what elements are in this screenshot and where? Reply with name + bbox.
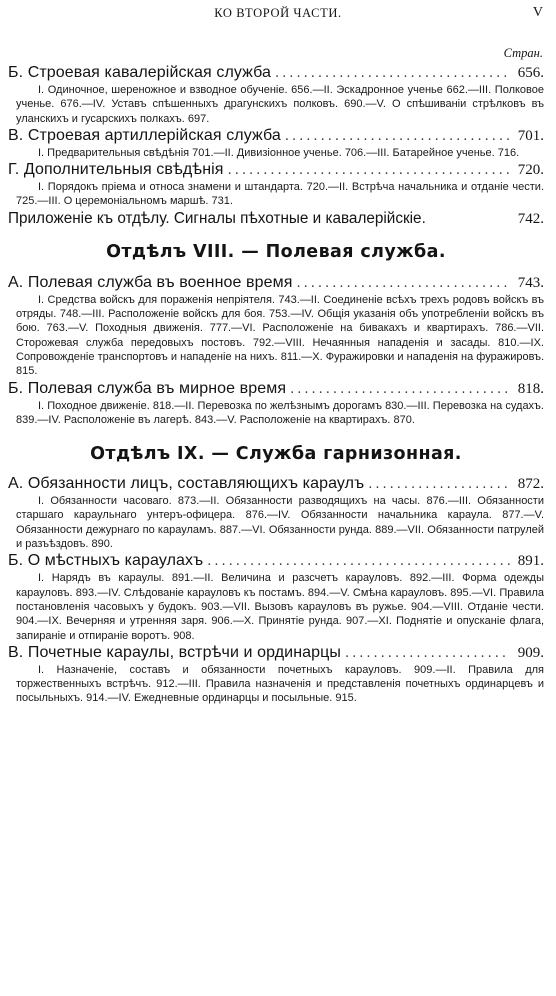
toc-entry-subsections: I. Обязанности часоваго. 873.—II. Обязанности разводящихъ на часы. 876.—III. Обязанности старшаго караульнаго унтеръ-офицера. 876.—IV. Обязанности начальника караула. 877.—V. Обязанности дежурнаго по карауламъ. 887.—VI. Обязанности рунда. 889.—VII. Обязанности патрулей и разъѣздовъ. 890. (16, 495, 544, 551)
running-title: КО ВТОРОЙ ЧАСТИ. (214, 6, 342, 20)
toc-group-cavalry-artillery (8, 64, 544, 228)
toc-entry-subsections: I. Нарядъ въ караулы. 891.—II. Величина и разсчетъ карауловъ. 892.—III. Форма одежды карауловъ. 893.—IV. Слѣдованіе карауловъ къ постамъ. 894.—V. Смѣна карауловъ. 895.—VI. Правила постановленія часовыхъ у будокъ. 903.—VII. Вызовъ карауловъ въ ружье. 904.—VIII. Отданіе чести. 904.—IX. Вечерняя и утренняя заря. 906.—X. Принятіе рунда. 907.—XI. Поднятіе и опусканіе флага, запираніе и отпираніе воротъ. 908. (16, 572, 544, 642)
toc-entry-line (8, 552, 544, 570)
toc-entry-title: Г. Дополнительныя свѣдѣнія (8, 161, 224, 179)
toc-entry-title: Приложеніе къ отдѣлу. Сигналы пѣхотные и кавалерійскіе. (8, 209, 426, 227)
dot-leader (285, 129, 510, 144)
toc-entry (8, 161, 544, 209)
dot-leader (290, 382, 510, 397)
toc-entry-title: А. Полевая служба въ военное время (8, 273, 293, 291)
toc-entry-page-number: 872. (517, 476, 544, 493)
section-heading-ix: Отдѣлъ IX. — Служба гарнизонная. (90, 444, 462, 465)
toc-entry-subsections: I. Порядокъ пріема и относа знамени и штандарта. 720.—II. Встрѣча начальника и отданіе чести. 725.—III. О церемоніальномъ маршѣ. 731. (16, 181, 544, 208)
dot-leader (297, 276, 510, 291)
toc-entry-line (8, 64, 544, 82)
toc-entry-subsections: I. Предварительныя свѣдѣнія 701.—II. Дивизіонное ученье. 706.—III. Батарейное ученье. 716. (38, 146, 520, 159)
toc-entry-subsections: I. Назначеніе, составъ и обязанности почетныхъ карауловъ. 909.—II. Правила для торжественныхъ встрѣчъ. 912.—III. Правила назначенія и представленія почетныхъ ординарцевъ и посыльныхъ. 914.—IV. Ежедневные ординарцы и посыльные. 915. (16, 663, 544, 705)
toc-group-field-service (8, 274, 544, 427)
toc-entry-page-number: 743. (517, 274, 544, 291)
toc-entry (8, 127, 544, 160)
toc-entry-page-number: 701. (517, 127, 544, 144)
table-of-contents (8, 64, 544, 707)
toc-entry-page-number: 720. (517, 162, 544, 179)
dot-leader (368, 477, 510, 492)
toc-entry-line (8, 475, 544, 493)
toc-entry-title: В. Строевая артиллерійская служба (8, 126, 281, 144)
toc-entry (8, 644, 544, 706)
toc-entry-line (8, 380, 544, 398)
toc-entry-line (8, 127, 544, 145)
toc-entry (8, 380, 544, 428)
toc-entry-line (8, 210, 544, 228)
toc-entry-page-number: 656. (517, 65, 544, 81)
toc-entry-page-number: 818. (517, 380, 544, 397)
toc-group-garrison-service (8, 475, 544, 706)
toc-entry-subsections: I. Одиночное, шереножное и взводное обученіе. 656.—II. Эскадронное ученье 662.—III. Полковое ученье. 676.—IV. Уставъ спѣшенныхъ драгунскихъ полковъ. 690.—V. О спѣшиваніи стрѣлковъ въ уланскихъ и гусарскихъ полкахъ. 697. (16, 84, 544, 125)
toc-entry-line (8, 644, 544, 662)
dot-leader (345, 646, 510, 661)
dot-leader (207, 554, 510, 569)
toc-entry-title: В. Почетные караулы, встрѣчи и ординарцы (8, 643, 342, 661)
toc-entry-page-number: 891. (517, 553, 544, 570)
toc-entry-title: Б. О мѣстныхъ караулахъ (8, 552, 204, 570)
toc-entry-line (8, 161, 544, 179)
section-heading-viii: Отдѣлъ VIII. — Полевая служба. (106, 241, 446, 262)
page-number: V (532, 5, 543, 20)
toc-entry-title: Б. Строевая кавалерійская служба (8, 64, 272, 81)
pages-column-label: Стран. (503, 46, 543, 60)
toc-entry-page-number: 909. (517, 644, 544, 661)
toc-entry (8, 64, 544, 126)
dot-leader (228, 163, 510, 178)
dot-leader (275, 66, 510, 81)
toc-entry-line (8, 274, 544, 292)
toc-entry (8, 552, 544, 642)
toc-entry-title: А. Обязанности лицъ, составляющихъ караулъ (8, 475, 365, 493)
toc-entry-subsections: I. Походное движеніе. 818.—II. Перевозка по желѣзнымъ дорогамъ 830.—III. Перевозка на судахъ. 839.—IV. Расположеніе въ лагерѣ. 843.—V. Расположеніе на квартирахъ. 870. (16, 399, 544, 426)
toc-entry (8, 210, 544, 228)
toc-entry-page-number: 742. (517, 210, 544, 227)
toc-entry (8, 475, 544, 551)
toc-entry-subsections: I. Средства войскъ для пораженія непріятеля. 743.—II. Соединеніе всѣхъ трехъ родовъ войскъ въ отряды. 748.—III. Расположеніе войскъ для боя. 753.—IV. Общія указанія объ употребленіи войскъ въ бою. 763.—V. Походныя движенія. 777.—VI. Расположеніе на бивакахъ и квартирахъ. 786.—VII. Сторожевая служба передовыхъ постовъ. 792.—VIII. Нечаянныя нападенія и засады. 810.—IX. Сопровожденіе транспортовъ и нападеніе на нихъ. 811.—X. Фуражировки и нападенія на фуражировъ. 815. (16, 293, 544, 378)
toc-entry-title: Б. Полевая служба въ мирное время (8, 379, 287, 397)
toc-entry (8, 274, 544, 379)
